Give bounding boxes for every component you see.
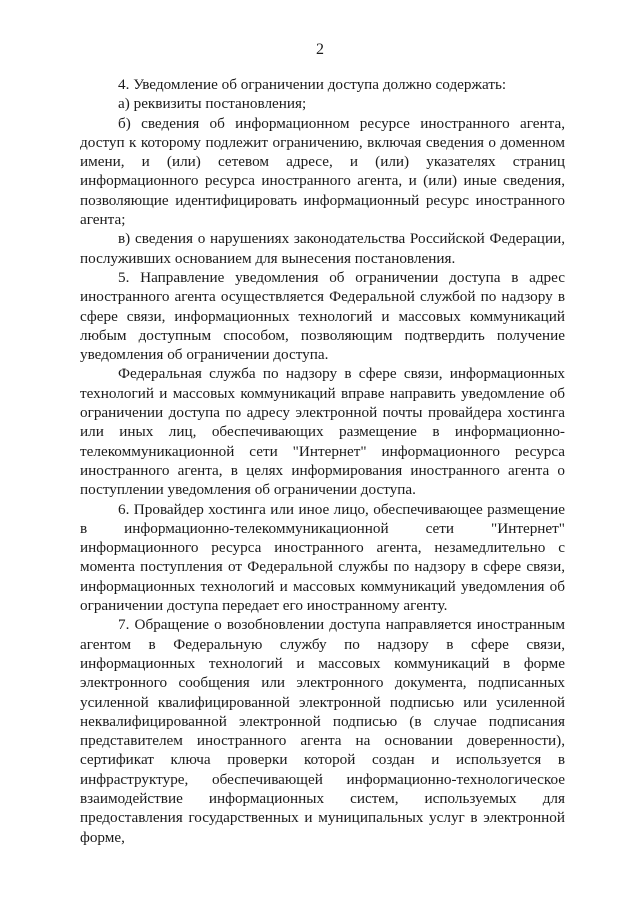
paragraph-item-4a: а) реквизиты постановления; [118,95,307,113]
paragraph-item-4v: в) сведения о нарушениях законодательства Российской Федерации, послуживших основанием для вынесения постановления. [80,230,565,267]
page-number: 2 [316,41,324,58]
paragraph-item-5: 5. Направление уведомления об ограничении доступа в адрес иностранного агента осуществляется Федеральной службой по надзору в сфере связи, информационных технологий и массовых коммуникаций любым доступным способом, позволяющим подтвердить получение уведомления об ограничении доступа. [80,268,565,364]
paragraph-item-6: 6. Провайдер хостинга или иное лицо, обеспечивающее размещение в информационно-телекоммуникационной сети "Интернет" информационного ресурса иностранного агента, незамедлительно с момента поступления от Федеральной службы по надзору в сфере связи, информационных технологий и массовых коммуникаций уведомления об ограничении доступа передает его иностранному агенту. [80,500,565,615]
paragraph-item-7: 7. Обращение о возобновлении доступа направляется иностранным агентом в Федеральную службу по надзору в сфере связи, информационных технологий и массовых коммуникаций в форме электронного сообщения или электронного документа, подписанных усиленной квалифицированной электронной подписью или усиленной неквалифицированной электронной подписью (в случае подписания представителем иностранного агента на основании доверенности), сертификат ключа проверки которой создан и используется в инфраструктуре, обеспечивающей информационно-технологическое взаимодействие информационных систем, используемых для предоставления государственных и муниципальных услуг в электронной форме, [80,616,565,846]
paragraph-item-4-heading: 4. Уведомление об ограничении доступа должно содержать: [118,76,507,93]
document-body [80,75,565,847]
paragraph-item-4b: б) сведения об информационном ресурсе иностранного агента, доступ к которому подлежит ограничению, включая сведения о доменном имени, и (или) сетевом адресе, и (или) указателях страниц информационного ресурса иностранного агента, и (или) иные сведения, позволяющие идентифицировать информационный ресурс иностранного агента; [80,114,565,229]
paragraph-item-5-continued: Федеральная служба по надзору в сфере связи, информационных технологий и массовых коммуникаций вправе направить уведомление об ограничении доступа по адресу электронной почты провайдера хостинга или иных лиц, обеспечивающих размещение в информационно-телекоммуникационной сети "Интернет" информационного ресурса иностранного агента, в целях информирования иностранного агента о поступлении уведомления об ограничении доступа. [80,365,565,499]
